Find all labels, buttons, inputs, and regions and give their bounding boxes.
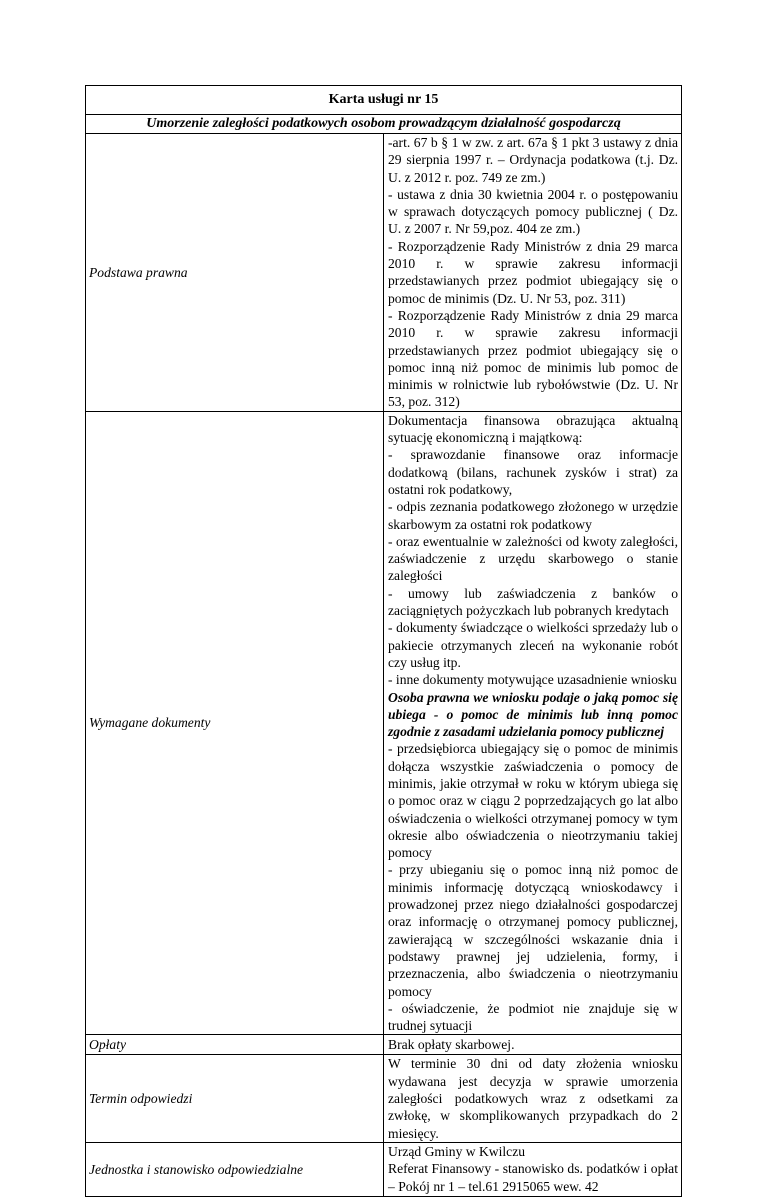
response-time-content: W terminie 30 dni od daty złożenia wniosku wydawana jest decyzja w sprawie umorzenia zaległości podatkowych wraz z odsetkami za zwłokę, w skomplikowanych przypadkach do 2 miesięcy. <box>384 1055 682 1142</box>
required-documents-label: Wymagane dokumenty <box>86 411 384 1035</box>
document-item: - inne dokumenty motywujące uzasadnienie wniosku <box>388 672 677 688</box>
fees-row <box>86 1035 682 1055</box>
card-title: Karta usługi nr 15 <box>86 86 682 115</box>
required-documents-content <box>384 411 682 1035</box>
legal-basis-item: - Rozporządzenie Rady Ministrów z dnia 29 marca 2010 r. w sprawie zakresu informacji przedstawianych przez podmiot ubiegający się o pomoc inną niż pomoc de minimis lub pomoc de minimis w rolnictwie lub rybołówstwie (Dz. U. Nr 53, poz. 312) <box>388 307 678 410</box>
document-item: Dokumentacja finansowa obrazująca aktualną sytuację ekonomiczną i majątkową: <box>388 412 678 446</box>
title-row <box>86 86 682 115</box>
office-name: Urząd Gminy w Kwilczu <box>388 1143 526 1159</box>
legal-basis-row <box>86 134 682 412</box>
document-item: - odpis zeznania podatkowego złożonego w urzędzie skarbowym za ostatni rok podatkowy <box>388 499 678 532</box>
legal-basis-label: Podstawa prawna <box>86 134 384 412</box>
response-time-row <box>86 1055 682 1142</box>
responsible-unit-label: Jednostka i stanowisko odpowiedzialne <box>86 1142 384 1196</box>
subtitle-row <box>86 115 682 134</box>
legal-basis-item: - Rozporządzenie Rady Ministrów z dnia 29 marca 2010 r. w sprawie zakresu informacji przedstawianych przez podmiot ubiegający się o pomoc de minimis (Dz. U. Nr 53, poz. 311) <box>388 238 678 306</box>
legal-basis-item: -art. 67 b § 1 w zw. z art. 67a § 1 pkt 3 ustawy z dnia 29 sierpnia 1997 r. – Ordynacja podatkowa (t.j. Dz. U. z 2012 r. poz. 749 ze zm.) <box>388 135 678 185</box>
service-card-table <box>85 85 682 1197</box>
response-time-label: Termin odpowiedzi <box>86 1055 384 1142</box>
legal-basis-item: - ustawa z dnia 30 kwietnia 2004 r. o postępowaniu w sprawach dotyczących pomocy publicznej ( Dz. U. z 2007 r. Nr 59,poz. 404 ze zm.) <box>388 186 678 237</box>
aid-type-note: Osoba prawna we wniosku podaje o jaką pomoc się ubiega - o pomoc de minimis lub inną pomoc zgodnie z zasadami udzielania pomocy publicznej <box>388 689 678 740</box>
document-item: - przedsiębiorca ubiegający się o pomoc de minimis dołącza wszystkie zaświadczenia o pomocy de minimis, jakie otrzymał w roku w którym ubiega się o pomoc oraz w ciągu 2 poprzedzających go lat albo oświadczenia o wielkości otrzymanej pomocy w tym okresie albo oświadczenia o nieotrzymaniu takiej pomocy <box>388 741 678 861</box>
document-item: - dokumenty świadczące o wielkości sprzedaży lub o pakiecie otrzymanych zleceń na wykonanie robót czy usług itp. <box>388 620 678 670</box>
responsible-unit-content <box>384 1142 682 1196</box>
legal-basis-content <box>384 134 682 412</box>
document-item: - oraz ewentualnie w zależności od kwoty zaległości, zaświadczenie z urzędu skarbowego o stanie zaległości <box>388 533 678 584</box>
fees-label: Opłaty <box>86 1035 384 1055</box>
document-item: - umowy lub zaświadczenia z banków o zaciągniętych pożyczkach lub pobranych kredytach <box>388 585 678 619</box>
required-documents-row <box>86 411 682 1035</box>
document-item: - oświadczenie, że podmiot nie znajduje się w trudnej sytuacji <box>388 1000 678 1034</box>
document-item: - przy ubieganiu się o pomoc inną niż pomoc de minimis informację dotyczącą wnioskodawcy i prowadzonej przez niego działalności gospodarczej oraz informację o otrzymanej pomocy publicznej, zawierającą w szczególności wskazanie dnia i podstawy prawnej jej udzielenia, formy, i przeznaczenia, albo świadczenia o nieotrzymaniu pomocy <box>388 862 678 999</box>
card-subtitle: Umorzenie zaległości podatkowych osobom prowadzącym działalność gospodarczą <box>86 115 682 134</box>
responsible-unit-row <box>86 1142 682 1196</box>
fees-content: Brak opłaty skarbowej. <box>384 1035 682 1055</box>
document-item: - sprawozdanie finansowe oraz informacje dodatkową (bilans, rachunek zysków i strat) za ostatni rok podatkowy, <box>388 447 678 497</box>
office-contact: Referat Finansowy - stanowisko ds. podatków i opłat – Pokój nr 1 – tel.61 2915065 wew. 42 <box>388 1161 678 1194</box>
